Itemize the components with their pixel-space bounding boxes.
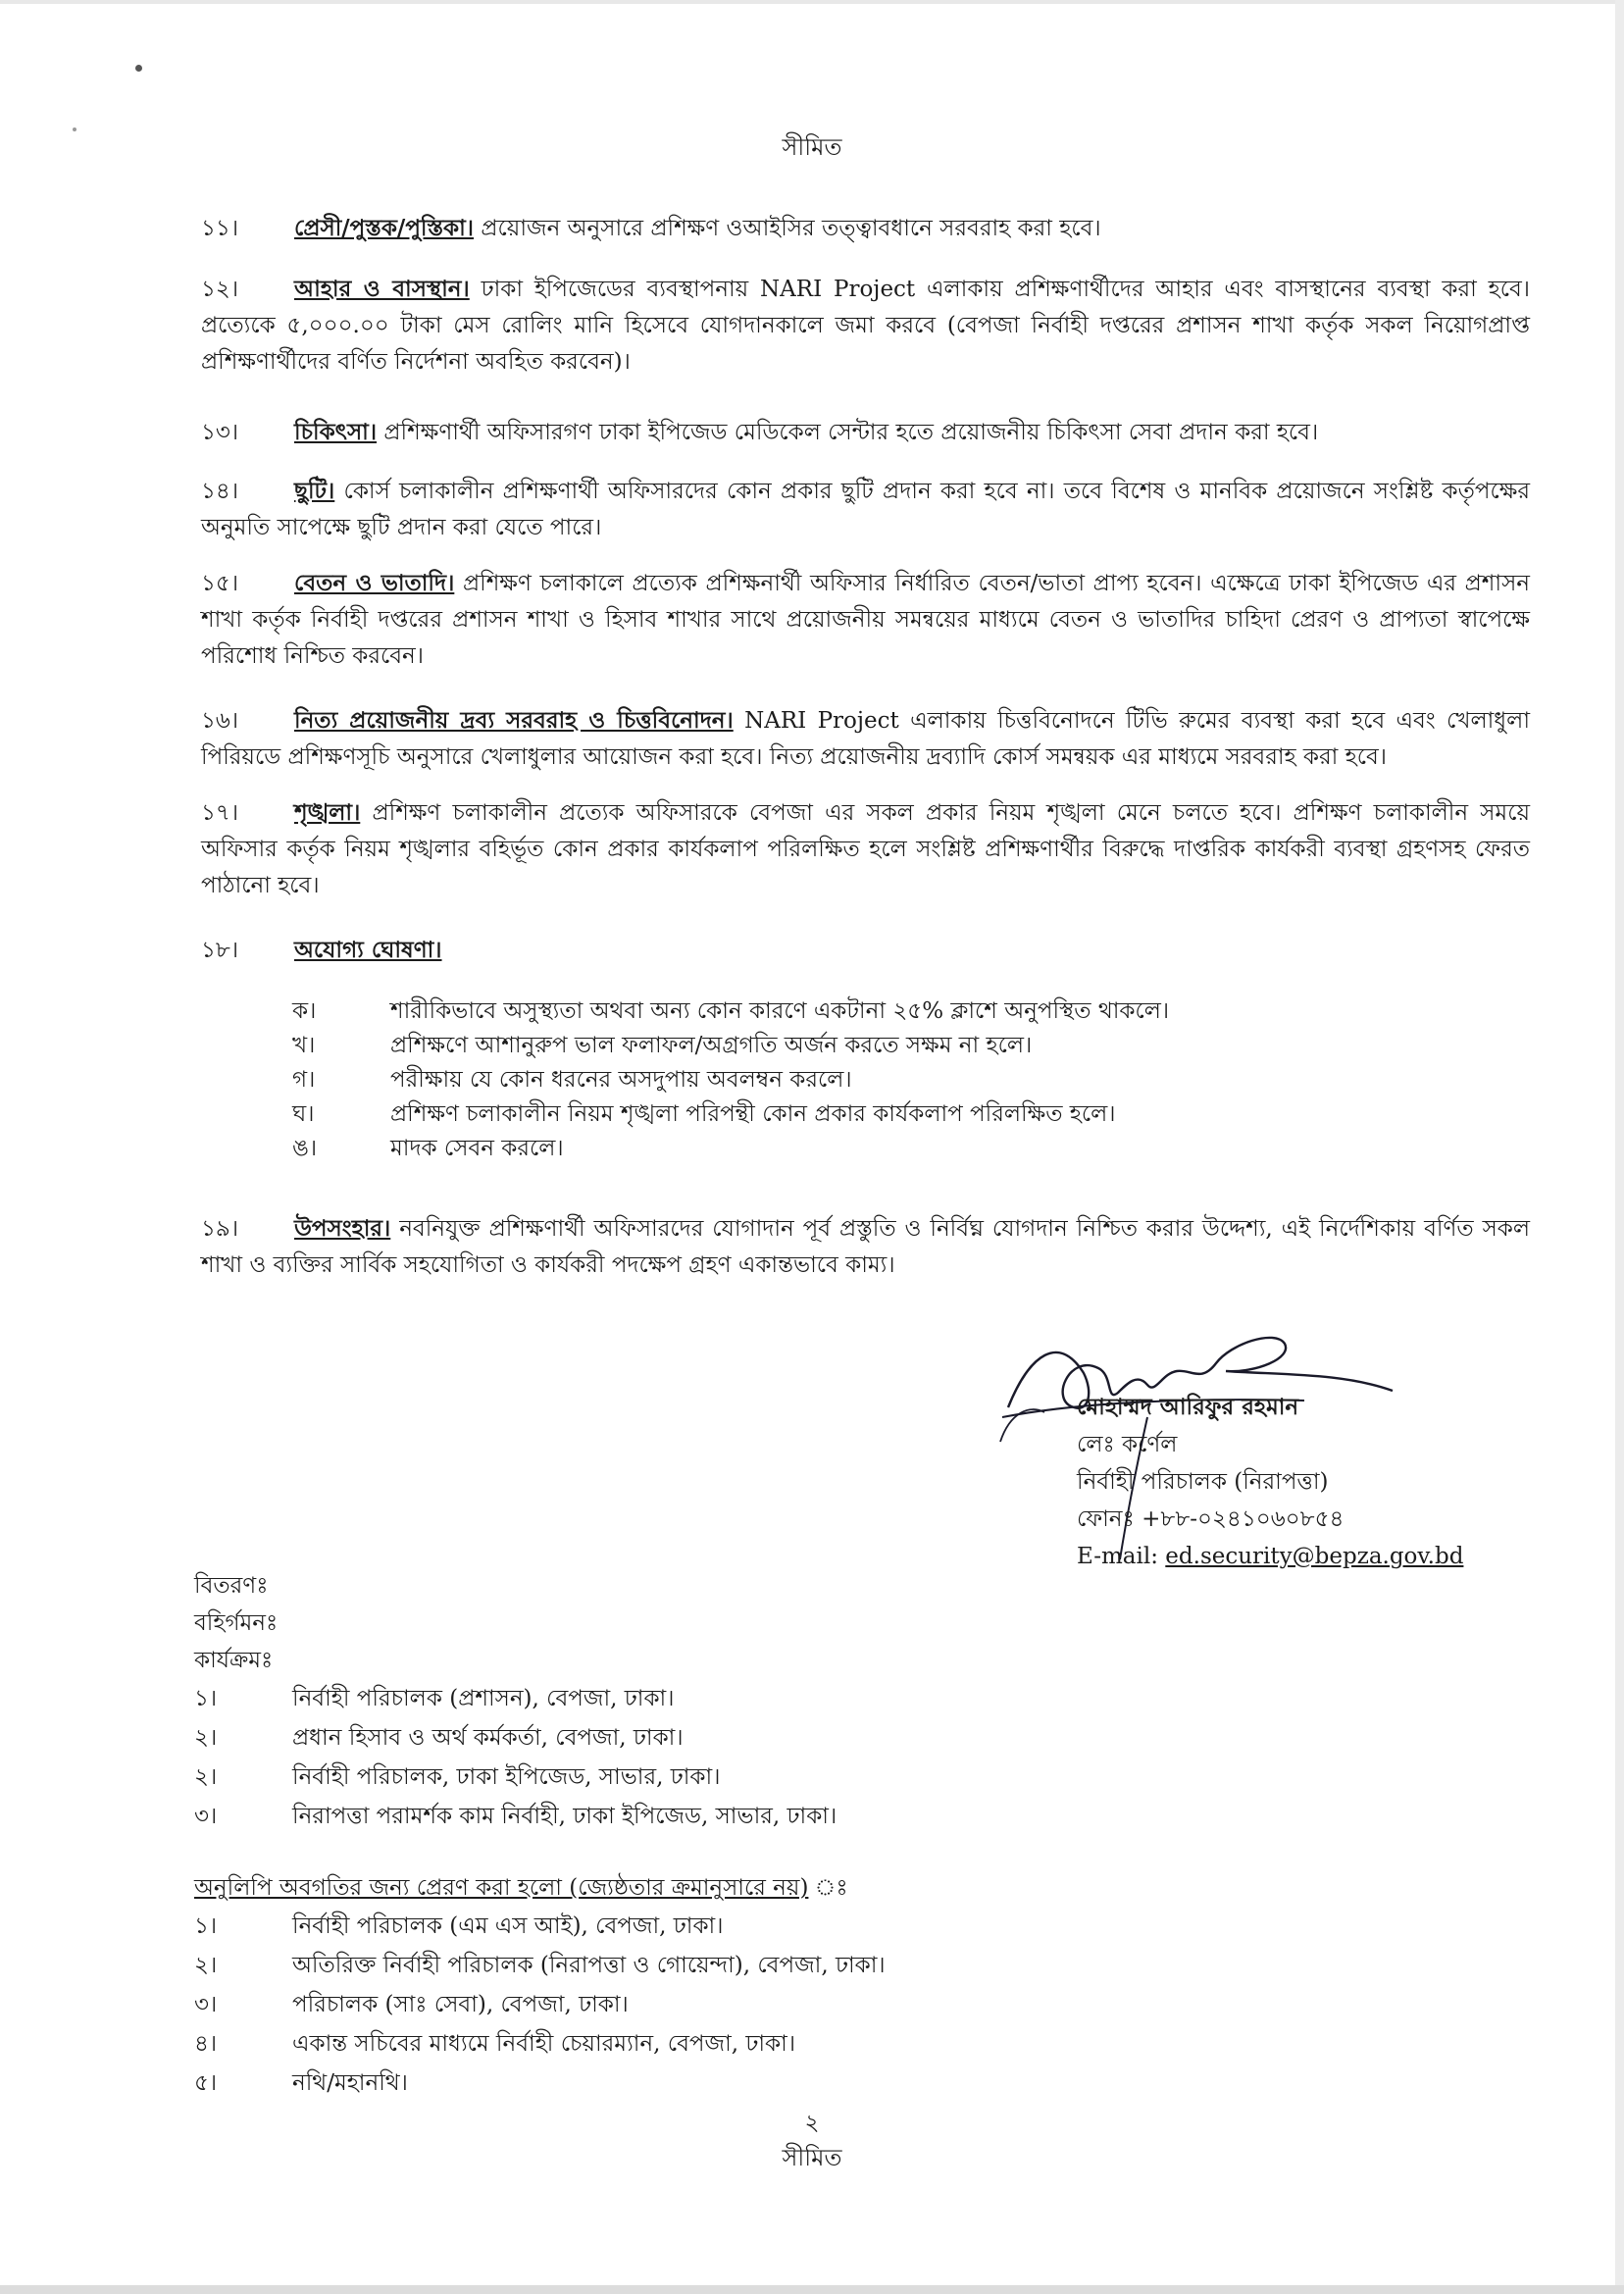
section-number: ১২।: [201, 277, 239, 302]
list-text: মাদক সেবন করলে।: [390, 1136, 564, 1161]
list-text: শারীকিভাবে অসুস্থ্যতা অথবা অন্য কোন কারণে একটানা ২৫% ক্লাশে অনুপস্থিত থাকলে।: [390, 998, 1170, 1024]
section-text: ঢাকা ইপিজেডের ব্যবস্থাপনায় NARI Project এলাকায় প্রশিক্ষণার্থীদের আহার এবং বাসস্থানের ব্যবস্থা করা হবে। প্রত্যেকে ৫,০০০.০০ টাকা মেস রোলিং মানি হিসেবে যোগদানকালে জমা করবে (বেপজা নির্বাহী দপ্তরের প্রশাসন শাখা কর্তৃক সকল নিয়োগপ্রাপ্ত প্রশিক্ষণার্থীদের বর্ণিত নির্দেশনা অবহিত করবেন)।: [201, 277, 1531, 375]
section-number: ১৪।: [201, 479, 239, 504]
item-number: ৪।: [194, 2031, 218, 2057]
phone-label: ফোনঃ: [1077, 1506, 1135, 1532]
list-item: [292, 1063, 1518, 1097]
copy-item: [194, 1946, 1371, 1985]
section-number: ১১।: [201, 216, 239, 241]
list-item: [292, 1029, 1518, 1063]
list-marker: ক।: [292, 998, 317, 1024]
item-number: ২।: [194, 1764, 218, 1790]
disqualification-list: [292, 994, 1518, 1166]
signatory-phone-line: [1077, 1501, 1489, 1538]
section-number: ১৮।: [201, 938, 239, 963]
section-text: প্রয়োজন অনুসারে প্রশিক্ষণ ওআইসির তত্ত্বাবধানে সরবরাহ করা হবে।: [474, 216, 1101, 241]
item-text: নির্বাহী পরিচালক (প্রশাসন), বেপজা, ঢাকা।: [292, 1686, 675, 1711]
copies-heading: অনুলিপি অবগতির জন্য প্রেরণ করা হলো (জ্যেষ্ঠতার ক্রমানুসারে নয়): [194, 1875, 809, 1901]
section-number: ১৫।: [201, 571, 239, 596]
signatory-designation: নির্বাহী পরিচালক (নিরাপত্তা): [1077, 1469, 1329, 1495]
list-item: [292, 994, 1518, 1029]
section-number: ১৬।: [201, 708, 239, 734]
list-text: পরীক্ষায় যে কোন ধরনের অসদুপায় অবলম্বন করলে।: [390, 1067, 852, 1093]
distribution-subheading: কার্যক্রমঃ: [194, 1648, 274, 1673]
distribution-item: [194, 1679, 1371, 1718]
email-label: E-mail:: [1077, 1544, 1158, 1569]
copy-item: [194, 1907, 1371, 1946]
signatory-name: মোহাম্মদ আরিফুর রহমান: [1077, 1394, 1299, 1420]
section-title: ছুটি।: [294, 478, 335, 504]
item-text: প্রধান হিসাব ও অর্থ কর্মকর্তা, বেপজা, ঢাকা।: [292, 1725, 684, 1751]
classification-footer: সীমিত: [782, 2144, 842, 2171]
list-marker: ঘ।: [292, 1101, 315, 1127]
section-14: [201, 473, 1530, 546]
section-title: নিত্য প্রয়োজনীয় দ্রব্য সরবরাহ ও চিত্তবিনোদন।: [294, 707, 734, 734]
signatory-rank: লেঃ কর্ণেল: [1077, 1432, 1178, 1457]
section-number: ১৩।: [201, 420, 239, 445]
list-text: প্রশিক্ষণে আশানুরুপ ভাল ফলাফল/অগ্রগতি অর্জন করতে সক্ষম না হলে।: [390, 1033, 1033, 1058]
section-text: প্রশিক্ষণার্থী অফিসারগণ ঢাকা ইপিজেড মেডিকেল সেন্টার হতে প্রয়োজনীয় চিকিৎসা সেবা প্রদান করা হবে।: [377, 420, 1319, 445]
page-number: ২: [804, 2111, 820, 2136]
section-13: [201, 414, 1530, 451]
distribution-item: [194, 1758, 1371, 1797]
list-marker: গ।: [292, 1067, 316, 1093]
list-marker: খ।: [292, 1033, 316, 1058]
distribution-block: [194, 1567, 1371, 1836]
item-number: ২।: [194, 1725, 218, 1751]
section-15: [201, 565, 1530, 675]
item-number: ৩।: [194, 1992, 218, 2017]
copies-heading-suffix: ঃ: [808, 1875, 848, 1901]
section-number: ১৯।: [201, 1216, 239, 1242]
item-number: ১।: [194, 1686, 218, 1711]
section-text: প্রশিক্ষণ চলাকালে প্রত্যেক প্রশিক্ষনার্থী অফিসার নির্ধারিত বেতন/ভাতা প্রাপ্য হবেন। এক্ষেত্রে ঢাকা ইপিজেড এর প্রশাসন শাখা কর্তৃক নির্বাহী দপ্তরের প্রশাসন শাখা ও হিসাব শাখার সাথে প্রয়োজনীয় সমন্বয়ের মাধ্যমে বেতন ও ভাতাদির চাহিদা প্রেরণ ও প্রাপ্যতা স্বাপেক্ষে পরিশোধ নিশ্চিত করবেন।: [201, 571, 1530, 669]
section-title: চিকিৎসা।: [294, 419, 378, 445]
item-text: নির্বাহী পরিচালক (এম এস আই), বেপজা, ঢাকা।: [292, 1913, 724, 1939]
distribution-item: [194, 1797, 1371, 1836]
item-text: একান্ত সচিবের মাধ্যমে নির্বাহী চেয়ারম্যান, বেপজা, ঢাকা।: [292, 2031, 796, 2057]
phone-number: +৮৮-০২৪১০৬০৮৫৪: [1142, 1506, 1345, 1532]
copies-block: [194, 1869, 1371, 2103]
copy-item: [194, 1985, 1371, 2024]
section-19: [201, 1210, 1530, 1284]
section-17: [201, 794, 1530, 904]
distribution-heading: বিতরণঃ: [194, 1573, 269, 1599]
section-18: [201, 932, 1530, 969]
list-marker: ঙ।: [292, 1136, 318, 1161]
copy-item: [194, 2024, 1371, 2064]
classification-header: সীমিত: [782, 133, 842, 161]
item-number: ৫।: [194, 2070, 218, 2096]
item-number: ৩।: [194, 1804, 218, 1829]
item-text: অতিরিক্ত নির্বাহী পরিচালক (নিরাপত্তা ও গোয়েন্দা), বেপজা, ঢাকা।: [292, 1953, 886, 1978]
section-title: শৃঙ্খলা।: [294, 799, 361, 826]
section-text: কোর্স চলাকালীন প্রশিক্ষণার্থী অফিসারদের কোন প্রকার ছুটি প্রদান করা হবে না। তবে বিশেষ ও মানবিক প্রয়োজনে সংশ্লিষ্ট কর্তৃপক্ষের অনুমতি সাপেক্ষে ছুটি প্রদান করা যেতে পারে।: [201, 479, 1530, 540]
section-16: [201, 702, 1530, 776]
email-link[interactable]: ed.security@bepza.gov.bd: [1165, 1544, 1464, 1569]
section-text: প্রশিক্ষণ চলাকালীন প্রত্যেক অফিসারকে বেপজা এর সকল প্রকার নিয়ম শৃঙ্খলা মেনে চলতে হবে। প্রশিক্ষণ চলাকালীন সময়ে অফিসার কর্তৃক নিয়ম শৃঙ্খলার বহির্ভূত কোন প্রকার কার্যকলাপ পরিলক্ষিত হলে সংশ্লিষ্ট প্রশিক্ষণার্থীর বিরুদ্ধে দাপ্তরিক কার্যকরী ব্যবস্থা গ্রহণসহ ফেরত পাঠানো হবে।: [201, 800, 1530, 898]
section-title: বেতন ও ভাতাদি।: [294, 570, 455, 596]
item-number: ১।: [194, 1913, 218, 1939]
copy-item: [194, 2064, 1371, 2103]
section-text: NARI Project এলাকায় চিত্তবিনোদনে টিভি রুমের ব্যবস্থা করা হবে এবং খেলাধুলা পিরিয়ডে প্রশিক্ষণসূচি অনুসারে খেলাধুলার আয়োজন করা হবে। নিত্য প্রয়োজনীয় দ্রব্যাদি কোর্স সমন্বয়ক এর মাধ্যমে সরবরাহ করা হবে।: [201, 708, 1530, 770]
item-text: পরিচালক (সাঃ সেবা), বেপজা, ঢাকা।: [292, 1992, 629, 2017]
list-item: [292, 1097, 1518, 1132]
list-item: [292, 1132, 1518, 1166]
item-text: নথি/মহানথি।: [292, 2070, 408, 2096]
copies-heading-line: [194, 1869, 1371, 1907]
scan-edge-bottom: [0, 2285, 1624, 2294]
section-title: প্রেসী/পুস্তক/পুস্তিকা।: [294, 215, 475, 241]
scan-edge-right: [1615, 0, 1624, 2294]
scan-speck: [135, 65, 142, 72]
section-title: উপসংহার।: [294, 1215, 391, 1242]
section-title: আহার ও বাসস্থান।: [294, 276, 470, 302]
distribution-subheading: বহির্গমনঃ: [194, 1610, 279, 1636]
distribution-item: [194, 1718, 1371, 1758]
section-number: ১৭।: [201, 800, 239, 826]
scan-edge-top: [0, 0, 1624, 4]
section-text: নবনিযুক্ত প্রশিক্ষণার্থী অফিসারদের যোগাদান পূর্ব প্রস্তুতি ও নির্বিঘ্ন যোগদান নিশ্চিত করার উদ্দেশ্য, এই নির্দেশিকায় বর্ণিত সকল শাখা ও ব্যক্তির সার্বিক সহযোগিতা ও কার্যকরী পদক্ষেপ গ্রহণ একান্তভাবে কাম্য।: [201, 1216, 1530, 1278]
item-text: নির্বাহী পরিচালক, ঢাকা ইপিজেড, সাভার, ঢাকা।: [292, 1764, 721, 1790]
section-11: [201, 210, 1530, 247]
item-text: নিরাপত্তা পরামর্শক কাম নির্বাহী, ঢাকা ইপিজেড, সাভার, ঢাকা।: [292, 1804, 837, 1829]
signature-block: [1077, 1389, 1489, 1575]
item-number: ২।: [194, 1953, 218, 1978]
list-text: প্রশিক্ষণ চলাকালীন নিয়ম শৃঙ্খলা পরিপন্থী কোন প্রকার কার্যকলাপ পরিলক্ষিত হলে।: [390, 1101, 1116, 1127]
section-title: অযোগ্য ঘোষণা।: [294, 937, 442, 963]
section-12: [201, 271, 1530, 381]
